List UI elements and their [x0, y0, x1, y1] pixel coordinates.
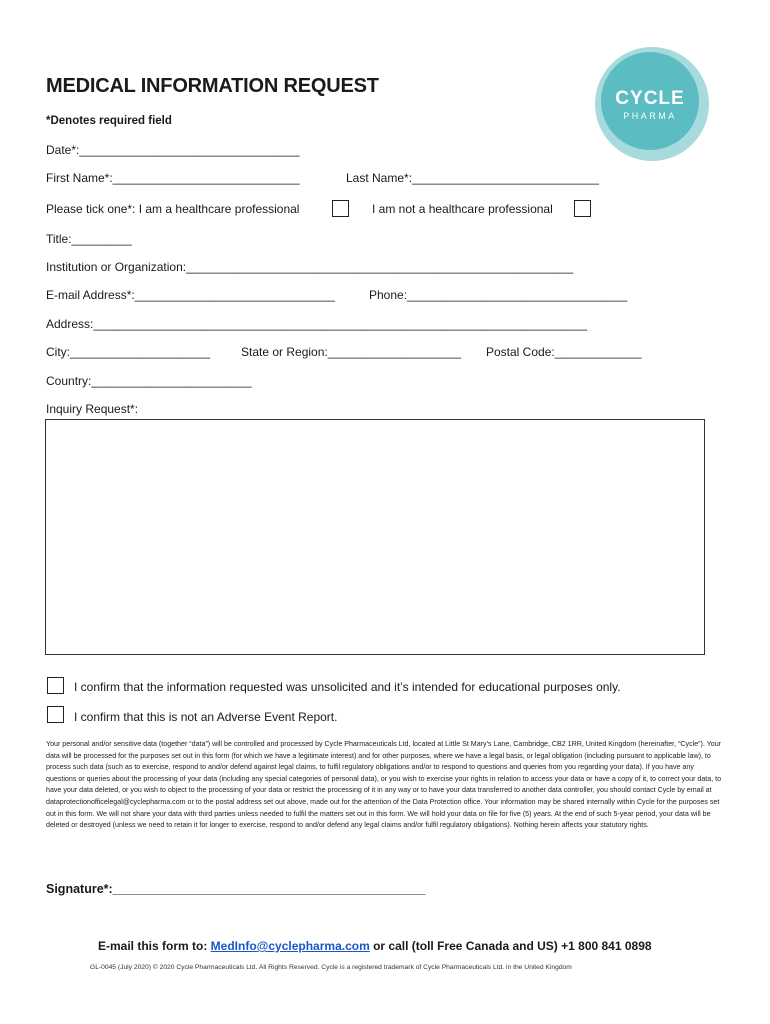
tick-not-hcp-label: I am not a healthcare professional	[372, 202, 553, 216]
not-adverse-checkbox[interactable]	[47, 706, 64, 723]
tick-hcp-label: Please tick one*: I am a healthcare professional	[46, 202, 300, 216]
postal-code-field[interactable]: Postal Code:_____________	[486, 345, 642, 359]
inquiry-label: Inquiry Request*:	[46, 402, 139, 416]
not-hcp-checkbox[interactable]	[574, 200, 591, 217]
footer-copyright: GL-0045 (July 2020) © 2020 Cycle Pharmaceuticals Ltd. All Rights Reserved. Cycle is a registered trademark of Cycle Pharmaceuticals Ltd. in the United Kingdom	[90, 964, 572, 971]
institution-field[interactable]: Institution or Organization:__________________________________________________________	[46, 260, 574, 274]
cycle-pharma-logo	[594, 46, 710, 162]
logo-main-text: CYCLE	[615, 88, 685, 109]
first-name-field[interactable]: First Name*:____________________________	[46, 171, 300, 185]
medinfo-email-link[interactable]: MedInfo@cyclepharma.com	[210, 939, 370, 953]
city-field[interactable]: City:_____________________	[46, 345, 211, 359]
page-title: MEDICAL INFORMATION REQUEST	[46, 75, 379, 97]
contact-line	[98, 939, 652, 953]
date-field[interactable]: Date*:_________________________________	[46, 143, 300, 157]
not-adverse-label: I confirm that this is not an Adverse Event Report.	[74, 710, 338, 724]
contact-suffix: or call (toll Free Canada and US) +1 800 841 0898	[369, 939, 652, 953]
contact-prefix: E-mail this form to:	[98, 939, 211, 953]
address-field[interactable]: Address:__________________________________________________________________________	[46, 317, 588, 331]
last-name-field[interactable]: Last Name*:____________________________	[346, 171, 599, 185]
email-field[interactable]: E-mail Address*:______________________________	[46, 288, 335, 302]
country-field[interactable]: Country:________________________	[46, 374, 252, 388]
state-field[interactable]: State or Region:____________________	[241, 345, 462, 359]
unsolicited-label: I confirm that the information requested was unsolicited and it’s intended for educational purposes only.	[74, 680, 621, 694]
inquiry-textarea[interactable]	[45, 419, 705, 655]
logo-sub-text: PHARMA	[623, 111, 677, 121]
unsolicited-checkbox[interactable]	[47, 677, 64, 694]
required-note: *Denotes required field	[46, 115, 172, 127]
phone-field[interactable]: Phone:_________________________________	[369, 288, 628, 302]
signature-field[interactable]: Signature*:_____________________________________________	[46, 882, 426, 896]
title-field[interactable]: Title:_________	[46, 232, 132, 246]
data-privacy-notice: Your personal and/or sensitive data (together “data”) will be controlled and processed by Cycle Pharmaceuticals Ltd, located at Little St Mary’s Lane, Cambridge, CB2 1RR, United Kingdom (hereinafter, “Cycle”). Your data will be processed for the purposes set out in this form (for which we have a legitimate interest) and for other purposes, where we have a legal basis, or legal obligation (including pursuant to applicable law), to process such data (such as to exercise, respond to and/or defend against legal claims, to fulfil regulatory obligations and/or to respond to questions and queries from you regarding your data). If you have any questions or queries about the processing of your data (including any special categories of personal data), or you wish to exercise your rights in relation to access your data or have a copy of it, to correct your data, to have your data deleted, or you wish to object to the processing of your data or restrict the processing of it in any way or to have your data transferred to another data controller, you should contact Cycle by email at dataprotectionofficelegal@cyclepharma.com or to the postal address set out above, made out for the attention of the Data Protection office. Your information may be shared internally within Cycle for the purposes set out in this form. We will not share your data with third parties unless needed to fulfil the matters set out in this form. We will hold your data on file for five (5) years. At the end of such 5-year period, your data will be deleted or destroyed (unless we need to retain it for longer to exercise, respond to and/or defend any legal claims and/or fulfil regulatory obligations). Nothing herein affects your statutory rights.	[46, 740, 722, 830]
hcp-checkbox[interactable]	[332, 200, 349, 217]
